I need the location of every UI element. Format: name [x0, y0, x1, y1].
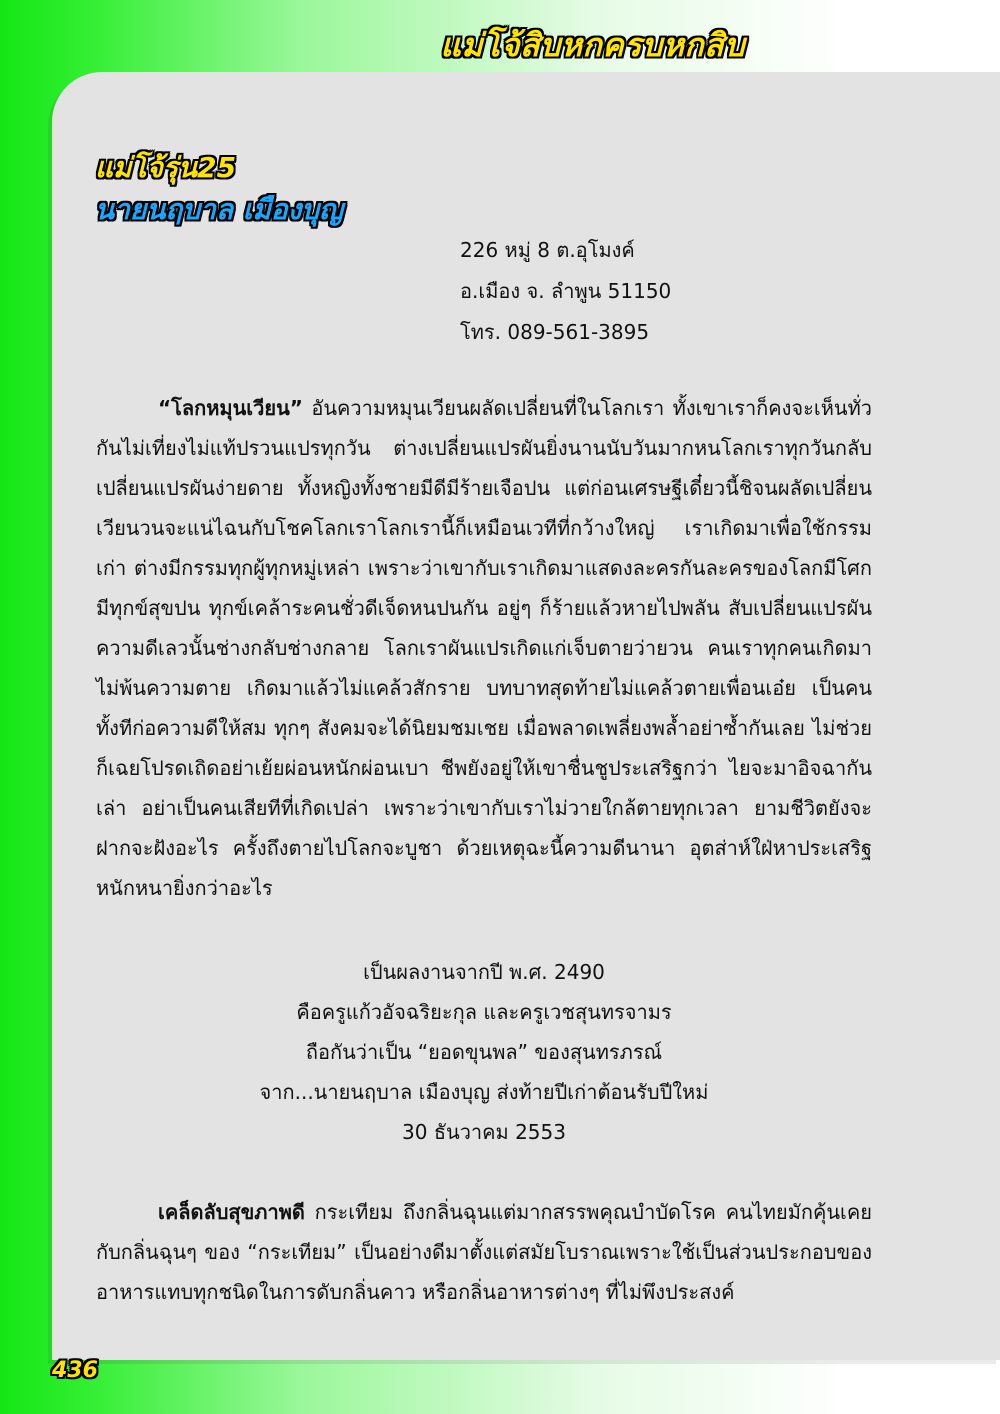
phone-line: โทร. 089-561-3895 [460, 320, 650, 344]
article-lead: “โลกหมุนเวียน” [158, 396, 303, 420]
address-line: อ.เมือง จ. ลำพูน 51150 [460, 279, 672, 303]
credit-line: จาก...นายนฤบาล เมืองบุญ ส่งท้ายปีเก่าต้อนรับปีใหม่ [259, 1080, 709, 1104]
credit-block [96, 952, 872, 1152]
article-lead: เคล็ดลับสุขภาพดี [158, 1200, 305, 1224]
author-name-heading: นายนฤบาล เมืองบุญ [95, 193, 343, 226]
credit-line: ถือกันว่าเป็น “ยอดขุนพล” ของสุนทรภรณ์ [305, 1040, 663, 1064]
generation-heading: แม่โจ้รุ่น25 [95, 151, 237, 184]
article-paragraph-world [96, 388, 872, 908]
address-line: 226 หมู่ 8 ต.อุโมงค์ [460, 238, 635, 262]
page-number: 436 [52, 1358, 98, 1383]
article-body: อันความหมุนเวียนผลัดเปลี่ยนที่ในโลกเรา ทั้งเขาเราก็คงจะเห็นทั่วกันไม่เที่ยงไม่แท้ปรวนแปรทุกวัน ต่างเปลี่ยนแปรผันยิ่งนานนับวันมากหนโลกเราทุกวันกลับเปลี่ยนแปรผันง่ายดาย ทั้งหญิงทั้งชายมีดีมีร้ายเจือปน แต่ก่อนเศรษฐีเดี๋ยวนี้ชิจนผลัดเปลี่ยนเวียนวนจะแน่ไฉนกับโชคโลกเราโลกเรานี้ก็เหมือนเวทีที่กว้างใหญ่ เราเกิดมาเพื่อใช้กรรมเก่า ต่างมีกรรมทุกผู้ทุกหมู่เหล่า เพราะว่าเขากับเราเกิดมาแสดงละครกันละครของโลกมีโศกมีทุกข์สุขปน ทุกข์เคล้าระคนชั่วดีเจ็ดหนปนกัน อยู่ๆ ก็ร้ายแล้วหายไปพลัน สับเปลี่ยนแปรผันความดีเลวนั้นช่างกลับช่างกลาย โลกเราผันแปรเกิดแก่เจ็บตายว่ายวน คนเราทุกคนเกิดมาไม่พ้นความตาย เกิดมาแล้วไม่แคล้วสักราย บทบาทสุดท้ายไม่แคล้วตายเพื่อนเอ๋ย เป็นคนทั้งทีก่อความดีให้สม ทุกๆ สังคมจะได้นิยมชมเชย เมื่อพลาดเพลี่ยงพล้ำอย่าซ้ำกันเลย ไม่ช่วยก็เฉยโปรดเถิดอย่าเย้ยผ่อนหนักผ่อนเบา ชีพยังอยู่ให้เขาชื่นชูประเสริฐกว่า ไยจะมาอิจฉากันเล่า อย่าเป็นคนเสียทีที่เกิดเปล่า เพราะว่าเขากับเราไม่วายใกล้ตายทุกเวลา ยามชีวิตยังจะฝากจะฝังอะไร ครั้งถึงตายไปโลกจะบูชา ด้วยเหตุฉะนี้ความดีนานา อุตส่าห์ใฝ่หาประเสริฐหนักหนายิ่งกว่าอะไร [96, 396, 872, 900]
header-band [0, 0, 1000, 72]
credit-line: คือครูแก้วอัจฉริยะกุล และครูเวชสุนทรจามร [296, 1000, 672, 1024]
address-block [460, 230, 671, 353]
credit-date: 30 ธันวาคม 2553 [402, 1120, 566, 1144]
article-paragraph-health [96, 1192, 872, 1312]
article-body: กระเทียม ถึงกลิ่นฉุนแต่มากสรรพคุณบำบัดโรค คนไทยมักคุ้นเคยกับกลิ่นฉุนๆ ของ “กระเทียม” เป็นอย่างดีมาตั้งแต่สมัยโบราณเพราะใช้เป็นส่วนประกอบของอาหารแทบทุกชนิดในการดับกลิ่นคาว หรือกลิ่นอาหารต่างๆ ที่ไม่พึงประสงค์ [96, 1200, 872, 1304]
credit-line: เป็นผลงานจากปี พ.ศ. 2490 [363, 960, 605, 984]
header-title: แม่โจ้สิบหกครบหกสิบ [440, 26, 745, 64]
